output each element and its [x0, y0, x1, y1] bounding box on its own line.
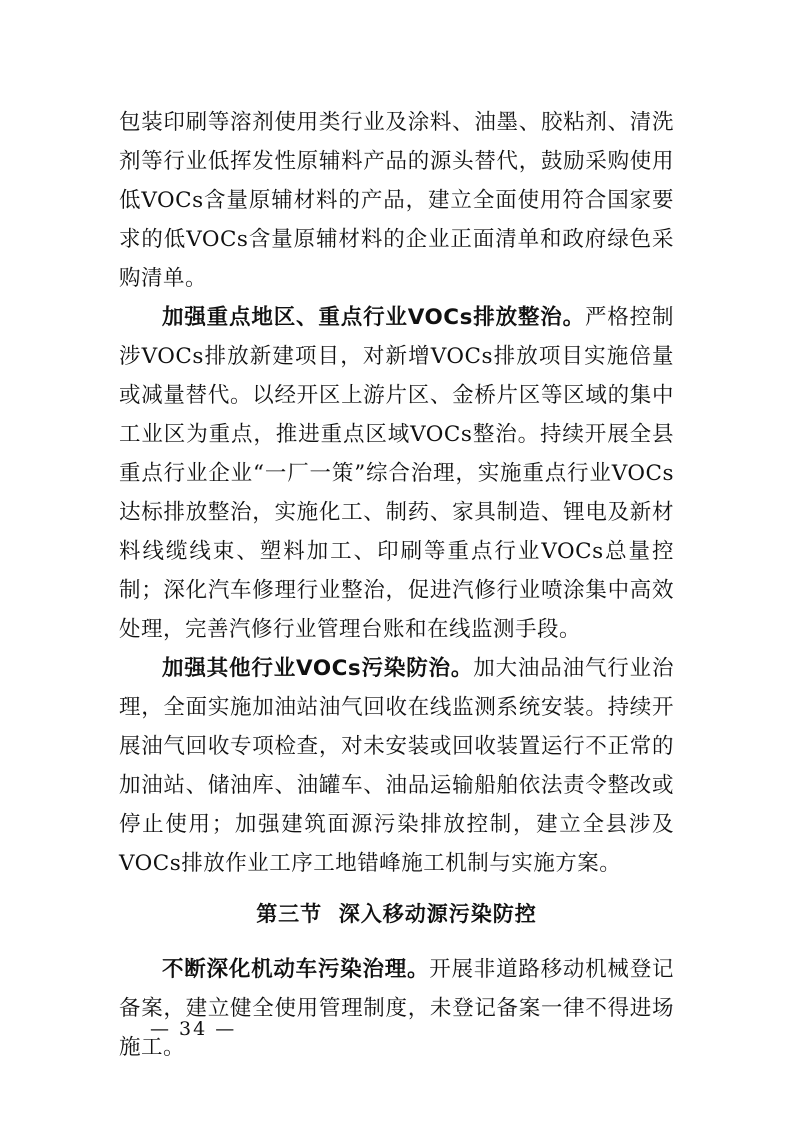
paragraph-lead: 加强其他行业VOCs污染防治。	[162, 656, 474, 681]
paragraph-text: 加大油品油气行业治理，全面实施加油站油气回收在线监测系统安装。持续开展油气回收专项检查，对未安装或回收装置运行不正常的加油站、储油库、油罐车、油品运输船舶依法责令整改或停止使用；加强建筑面源污染排放控制，建立全县涉及VOCs排放作业工序工地错峰施工机制与实施方案。	[119, 656, 674, 876]
paragraph-text: 严格控制涉VOCs排放新建项目，对新增VOCs排放项目实施倍量或减量替代。以经开区上游片区、金桥片区等区域的集中工业区为重点，推进重点区域VOCs整治。持续开展全县重点行业企业“一厂一策”综合治理，实施重点行业VOCs达标排放整治，实施化工、制药、家具制造、锂电及新材料线缆线束、塑料加工、印刷等重点行业VOCs总量控制；深化汽车修理行业整治，促进汽修行业喷涂集中高效处理，完善汽修行业管理台账和在线监测手段。	[119, 305, 674, 642]
section-heading: 第三节 深入移动源污染防控	[256, 902, 537, 926]
paragraph-key-areas-vocs	[119, 298, 674, 649]
paragraph-motor-vehicle	[119, 950, 674, 1067]
document-body	[119, 103, 674, 1067]
page-number: — 34 —	[150, 1018, 237, 1040]
paragraph-other-industries-vocs	[119, 649, 674, 883]
paragraph-lead: 不断深化机动车污染治理。	[162, 957, 430, 982]
paragraph-text: 开展非道路移动机械登记备案，建立健全使用管理制度，未登记备案一律不得进场施工。	[119, 957, 674, 1060]
paragraph-lead: 加强重点地区、重点行业VOCs排放整治。	[162, 305, 585, 330]
paragraph-continuation: 包装印刷等溶剂使用类行业及涂料、油墨、胶粘剂、清洗剂等行业低挥发性原辅料产品的源头替代，鼓励采购使用低VOCs含量原辅材料的产品，建立全面使用符合国家要求的低VOCs含量原辅材料的企业正面清单和政府绿色采购清单。	[119, 110, 674, 291]
